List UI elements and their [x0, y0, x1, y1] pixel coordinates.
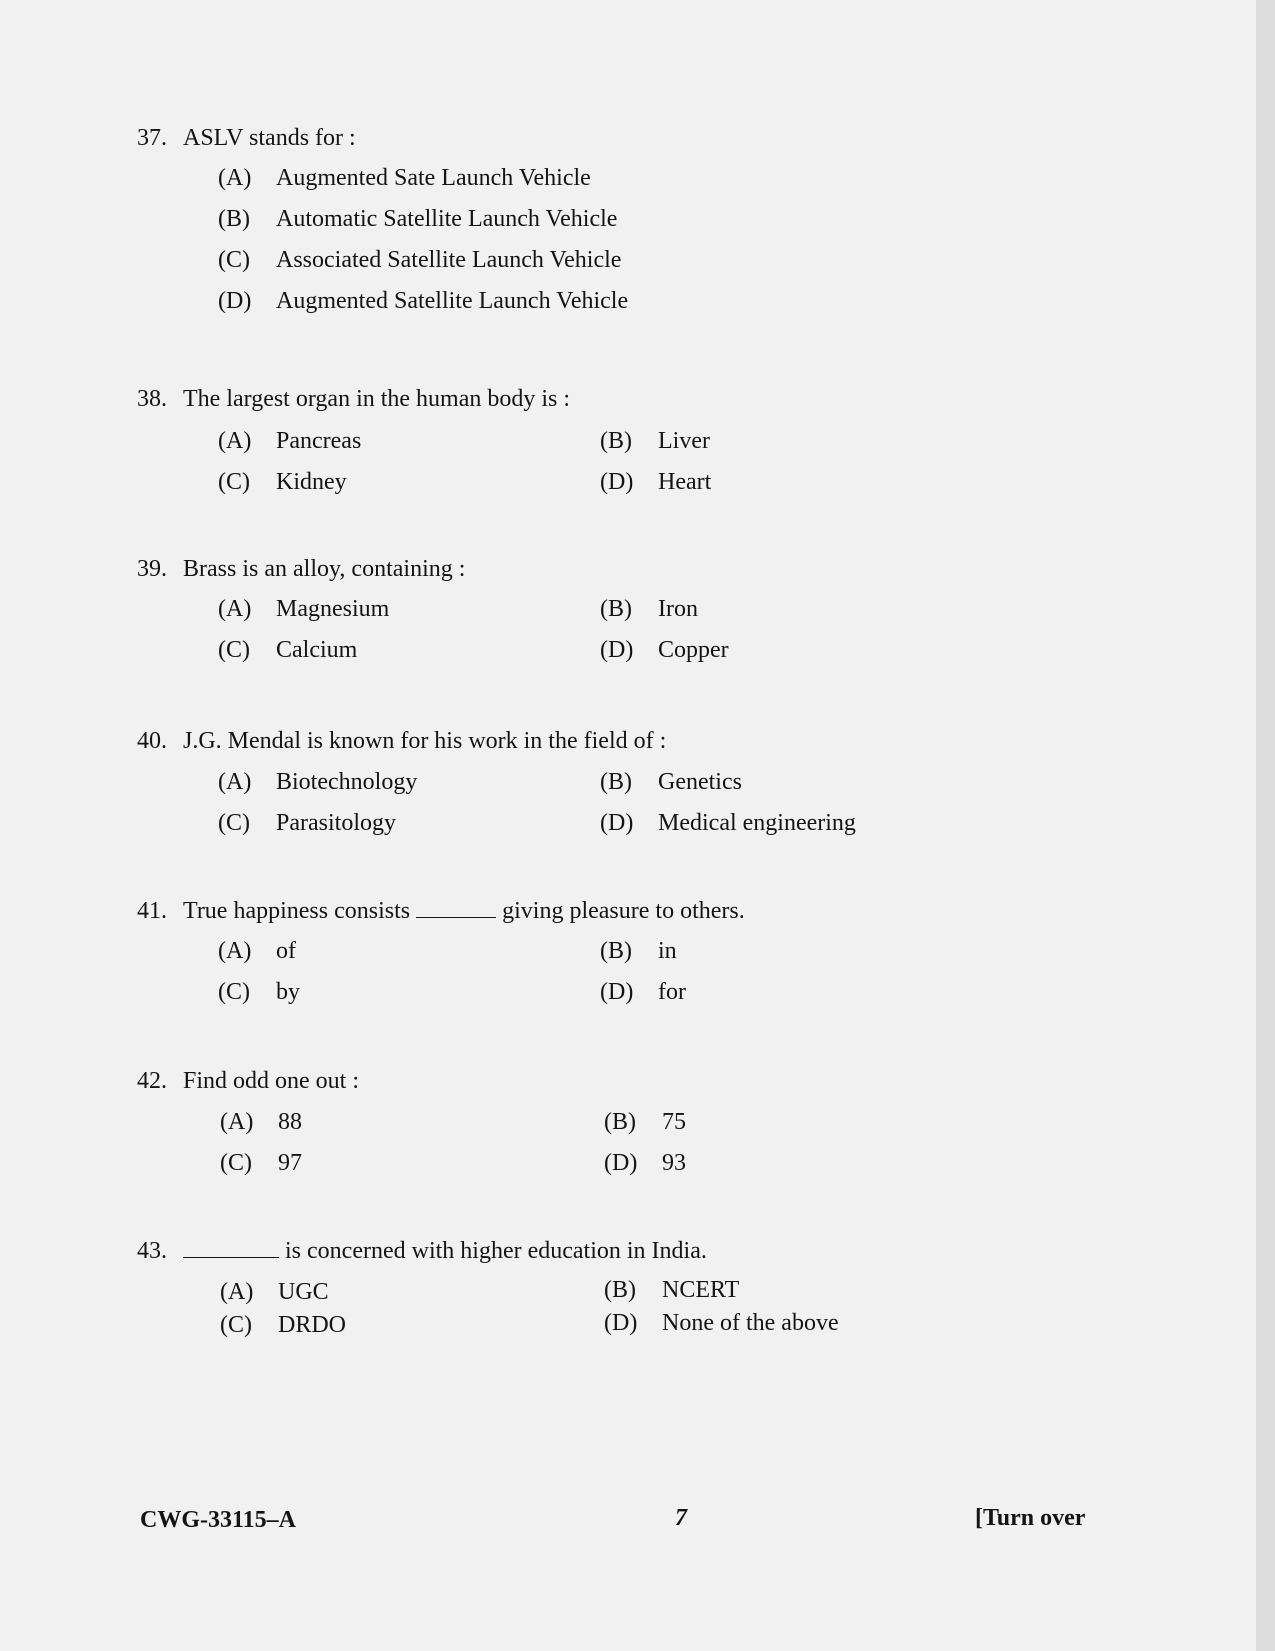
- option-d: (D) None of the above: [604, 1310, 839, 1336]
- option-a: (A) Pancreas: [218, 428, 362, 454]
- question-number: 39.: [137, 556, 167, 582]
- option-d: (D) for: [600, 979, 686, 1005]
- option-a: (A) UGC: [220, 1279, 329, 1305]
- option-b: (B) in: [600, 938, 677, 964]
- option-a: (A) of: [218, 938, 296, 964]
- option-c: (C) 97: [220, 1150, 302, 1176]
- question-number: 37.: [137, 125, 167, 151]
- option-c: (C) Kidney: [218, 469, 347, 495]
- option-c: (C) DRDO: [220, 1312, 347, 1338]
- turn-over-note: [Turn over: [975, 1505, 1086, 1531]
- page-number: 7: [675, 1505, 687, 1531]
- option-b: (B) Liver: [600, 428, 710, 454]
- question-text: 43. is concerned with higher education in India.: [137, 1238, 707, 1264]
- option-d: (D) Augmented Satellite Launch Vehicle: [218, 288, 629, 314]
- option-b: (B) NCERT: [604, 1277, 740, 1303]
- option-b: (B) Genetics: [600, 769, 742, 795]
- paper-code: CWG-33115–A: [140, 1507, 296, 1533]
- question-number: 41.: [137, 898, 167, 924]
- question-text: 42. Find odd one out :: [137, 1068, 360, 1094]
- question-text: 40. J.G. Mendal is known for his work in the field of :: [137, 728, 667, 754]
- option-d: (D) Copper: [600, 637, 729, 663]
- option-d: (D) Medical engineering: [600, 810, 856, 836]
- option-c: (C) Associated Satellite Launch Vehicle: [218, 247, 622, 273]
- question-text: 39. Brass is an alloy, containing :: [137, 556, 466, 582]
- option-b: (B) Automatic Satellite Launch Vehicle: [218, 206, 618, 232]
- question-number: 38.: [137, 386, 167, 412]
- page-edge: [1256, 0, 1275, 1651]
- option-a: (A) Augmented Sate Launch Vehicle: [218, 165, 591, 191]
- option-a: (A) 88: [220, 1109, 302, 1135]
- option-a: (A) Magnesium: [218, 596, 390, 622]
- option-b: (B) 75: [604, 1109, 686, 1135]
- answer-blank: [183, 1237, 279, 1258]
- option-c: (C) by: [218, 979, 300, 1005]
- question-number: 40.: [137, 728, 167, 754]
- option-d: (D) Heart: [600, 469, 712, 495]
- question-number: 42.: [137, 1068, 167, 1094]
- question-text: 37. ASLV stands for :: [137, 125, 356, 151]
- option-a: (A) Biotechnology: [218, 769, 418, 795]
- question-text: 41. True happiness consists giving pleasure to others.: [137, 898, 745, 924]
- option-c: (C) Calcium: [218, 637, 358, 663]
- answer-blank: [416, 897, 496, 918]
- question-number: 43.: [137, 1238, 167, 1264]
- option-b: (B) Iron: [600, 596, 698, 622]
- question-text: 38. The largest organ in the human body is :: [137, 386, 571, 412]
- option-c: (C) Parasitology: [218, 810, 396, 836]
- option-d: (D) 93: [604, 1150, 686, 1176]
